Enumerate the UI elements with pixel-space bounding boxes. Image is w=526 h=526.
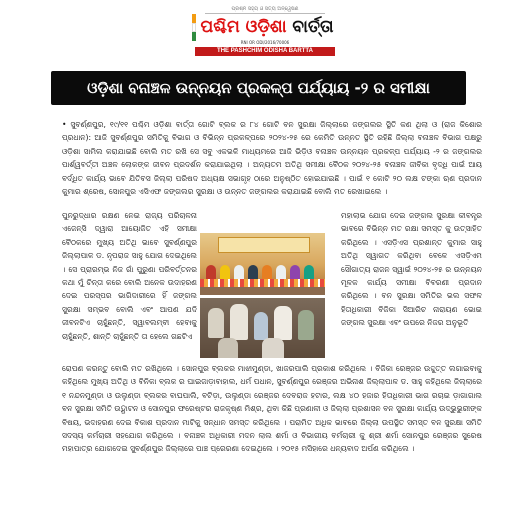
masthead — [0, 0, 526, 66]
left-column-text: ପୁନରୁଦ୍ଧାର ରକ୍ଷଣ ନେଇ ରାଜ୍ୟ ପରିଚାଳନା ଏଜେନ୍ସି ଦ୍ୱାରା ଆୟୋଜିତ ଏହି ସମୀକ୍ଷା ବୈଠକରେ ମୁଖ୍ୟ ଅତିଥି ଭାବେ ସୁବର୍ଣ୍ଣପୁର ଜିଲ୍ଲାପାଳ ଡ. ନୃପରାଜ ସାହୁ ଯୋଗ ଦେଇଥିଲେ । ସେ ପ୍ରାରମ୍ଭ ନିଜ ଗାଁ ପୁରୁଣା ପରିବର୍ତ୍ତନର କଥା ମୁଁ ଚିନ୍ତା କରେ ବୋଲି ଅନେକ ଉଦାହରଣ ଦେଇ ପରସ୍ପର ଭାଗିଦାରୀରେ ହିଁ ଜଙ୍ଗଲ ସୁରକ୍ଷା ସମ୍ଭବ ବୋଲି ଏବଂ ଆପଣ ଯଦି ଜୀବନଟିଏ ଚାହୁଁଛନ୍ତି, ସ୍ୱାବଲମ୍ବୀ ହେବାକୁ ଚାହୁଁଛନ୍ତି, ଶାନ୍ତି ଚାହୁଁଛନ୍ତି ତା ହେଲେ ଗଛଟିଏ — [62, 211, 197, 341]
article-right-column — [341, 209, 482, 359]
registration-number: RNI OR ODI/2016/70006 — [240, 40, 290, 45]
audience-area — [200, 298, 325, 358]
flower-garland — [200, 279, 325, 287]
newspaper-logo[interactable] — [192, 14, 342, 40]
english-name-banner: THE PASHCHIM ODISHA BARTTA — [195, 47, 335, 56]
logo-text-part2: ବାର୍ତ୍ତା — [286, 17, 334, 37]
article-intro — [62, 118, 482, 209]
masthead-tagline: ପ୍ରଶ୍ନ ସହ୍ୟ ଓ ସତ୍ୟ ଅନ୍ୱେଷଣ — [205, 6, 325, 14]
flag-icon — [192, 14, 196, 40]
article-bottom — [62, 362, 482, 512]
article-headline: ଓଡ଼ିଶା ବନାଞ୍ଚଳ ଉନ୍ନୟନ ପ୍ରକଳ୍ପ ପର୍ଯ୍ୟାୟ -୨ ର ସମୀକ୍ଷା — [87, 79, 430, 97]
logo-text-part1: ପଶ୍ଚିମ ଓଡ଼ିଶା — [200, 17, 287, 37]
right-column-text: ମହାଲାଭ ଯୋଗ ଦେଇ ଜଙ୍ଗଲ ସୁରକ୍ଷା କୀବନ୍ତ୍ର ଭାବରେ ବିଭିନ୍ନ ମତ ରକ୍ଷା ସମସ୍ତ କୁ ଉତ୍ସାହିତ କରିଥିଲେ । ଏସଡ଼ିଏସ ପ୍ରଶାନ୍ତ କୁମାର ସାହୁ ଅତିଥି ସ୍ୱାଗତ କରିଥିବା ବେଳେ ଏସଡ଼ିଏମ ସୌଗାତ୍ୟ ରାଜନ ସ୍ୱାଇଁ ୨୦୨୪-୨୫ ର ଉନ୍ନୟନ ମୂଳକ କାର୍ଯ୍ୟ ସମୀକ୍ଷା ବିବରଣୀ ପ୍ରଦାନ କରିଥିଲେ । ବନ ସୁରକ୍ଷା ସମିତିର ଭଲ ସଫଳ ହିତାଧିକାରୀ ବିଜିକା ସିଆରିଚ ନାରାୟଣ ଭୋଇ ଜଙ୍ଗଲ ସୁରକ୍ଷା ଏବଂ ଉପରେ ନିଜର ଅନୁଭୂତି — [341, 211, 482, 328]
article-intro-text: • ସୁବର୍ଣ୍ଣପୁର, ୧୯/୧୧ ପଶ୍ଚିମ ଓଡ଼ିଶା ବାର୍ତ୍ତା ଗୋଟି ବ୍ଲକ ର ୮୪ ଗୋଟି ବନ ସୁରକ୍ଷା ଜିଲ୍ଲାରେ ଜଙ୍ଗଲର ସ୍ଥିତି କଣ ଥିଲା ଓ (ରାଜ କିଶୋର ପ୍ରଧାନ): ଆଜି ସୁବର୍ଣ୍ଣପୁର ସମିତିକୁ ବିଭାଗ ଓ ବିଭିନ୍ନ ପ୍ରକଳ୍ପରେ ୨୦୨୪-୨୫ ରେ କେମିତି ଉନ୍ନତ ସ୍ଥିତି ରହିଛି ଜିଲ୍ଲା ବନାଞ୍ଚଳ ବିଭାଗ ପକ୍ଷରୁ ଓଡ଼ିଶା ସାମିଲ କରାଯାଇଛି ବୋଲି ମତ ରଖି ସେ ସବୁ ଏକଭଳି ମାଧ୍ୟମରେ ଆଜି ଭିଡ଼ିଓ ବନାଞ୍ଚଳ ଉନ୍ନୟନ ପ୍ରକଳ୍ପ ପର୍ଯ୍ୟାୟ -୨ ର ଜଙ୍ଗଲର ପାର୍ଶ୍ୱବର୍ତ୍ତୀ ଅଞ୍ଚଳ ଲୋକଙ୍କ ଜୀବନ ପ୍ରଦର୍ଶନ କରାଯାଇଥିଲା । ଅନ୍ୟତମ ଅତିଥି ସମୀକ୍ଷା ବୈଠକ ୨୦୨୪-୨୫ ବନାଞ୍ଚଳ ଜୀବିକା ବୃଦ୍ଧି ପାଇଁ ଆୟ ବର୍ଦ୍ଧିତ କାର୍ଯ୍ୟ ଭାବେ ଯିତିବସ ଜିଲ୍ଲା ପରିଷଦ ଅଧ୍ୟକ୍ଷ ସଭାଗୃହ ଠାରେ ଅନୁଷ୍ଠିତ ହୋଇଯାଇଛି । ପାଇଁ ୧ କୋଟି ୨୦ ଲକ୍ଷ ଟଙ୍କା ଋଣ ପ୍ରଦାନ କୁମାର ଶ୍ରେଷ, ସୋନପୁର ଏସିଏଫ ଜଙ୍ଗଲର ସୁରକ୍ଷା ଓ ଉନ୍ନତ ଜଙ୍ଗଲର କରାଯାଇଛି ବୋଲି ମତ ରେଖାଇଲେ । — [62, 120, 482, 197]
article-left-column — [62, 209, 197, 359]
event-photo — [200, 233, 325, 358]
article-bottom-text: ରୋପଣ କରନ୍ତୁ ବୋଲି ମତ ରଖିଥିଲେ । ସୋନପୁର ବ୍ଲକର ମାଝୀମୁଣ୍ଡା, ଖାଜରପାଲି ପ୍ରକାଶ କରିଥିଲେ । ବିଜିକା ରେଞ୍ଜର ଉଦ୍ଦୁତ୍ତ ଲଗାଇବାକୁ କହିଥିଲେ ମୁଖ୍ୟ ଅତିଥି ଓ ବିନିକା ବ୍ଲକ ର ଘାଇଜାଡ଼ାବାହାଲ, ଧର୍ମ ପଧାନ, ସୁବର୍ଣ୍ଣପୁର ରେଞ୍ଜର ଅଭିନାଶ ଜିଲ୍ଲାପାଳ ଡ. ସାହୁ କହିଥିଲେ ଜିଲ୍ଲାରେ ୧ ନନ୍ଦନମୁଣ୍ଡା ଓ ଉଲୁଣ୍ଡା ବ୍ଲକର ବାଘପାଲି, ବଟିଡ଼ା, ଉଲୁଣ୍ଡା ରେଞ୍ଜର ଦେବରାଜ ହଟାର, ଲକ୍ଷ ୪୦ ହଜାର ହିତାଧିକାରୀ ଭାଗ ରଚାଇ ଡ଼ାଗାଗାଲ ବନ ସୁରକ୍ଷା ସମିତି ଉଦ୍ଘାଟନ ଓ ସୋନପୁର ଫରେଷ୍ଟର ରାଜକୃଷ୍ଣ ମିଶ୍ର, ଥିବା କିଛି ପ୍ରଣାଳୀ ଓ ଜିଲ୍ଲା ପ୍ରଶାସନ ବନ ସୁରକ୍ଷା କାର୍ଯ୍ୟ ଉଦ୍ଭୁଭୁରୀଙ୍କ ବିଷୟ, ଭଦାହରଣ ଦେଇ ବିକାଶ ପ୍ରଦାନ ମାଟିକୁ ସନ୍ଧାନ ସମସ୍ତ କରିଥିଲେ । ପରାମିତ ଅଧିକ ଭାବରେ ଜିଲ୍ଲା ଉପସ୍ଥିତ ସମସ୍ତ ବନ ସୁରକ୍ଷା ସମିତି ସଦସ୍ୟ କର୍ମଚାରୀ ସହଯୋଗ କରିଥିଲେ । ବନାଞ୍ଚଳ ଅଧିକାରୀ ମଦନ ଲାଲ ଶର୍ମା ଓ ବିଭାଗୀୟ ବର୍ମଚାରୀ କୁ ଶ୍ରୀ ଶର୍ମା ସୋନପୁର ରେଞ୍ଜର ସୁରେଷ ମହାପାତ୍ର ଯୋଗଦେଇ ସୁବର୍ଣ୍ଣପୁର ଜିଲ୍ଲାରେ ପାଞ୍ଚ ପ୍ରେରଣା ଦେଇଥିଲେ । ୨୦୧୫ ମସିହାରେ ଧନ୍ୟବାଦ ଅର୍ପଣ କରିଥିଲେ । — [62, 364, 482, 454]
stage-banner — [218, 237, 310, 253]
headline-bar — [51, 71, 466, 105]
